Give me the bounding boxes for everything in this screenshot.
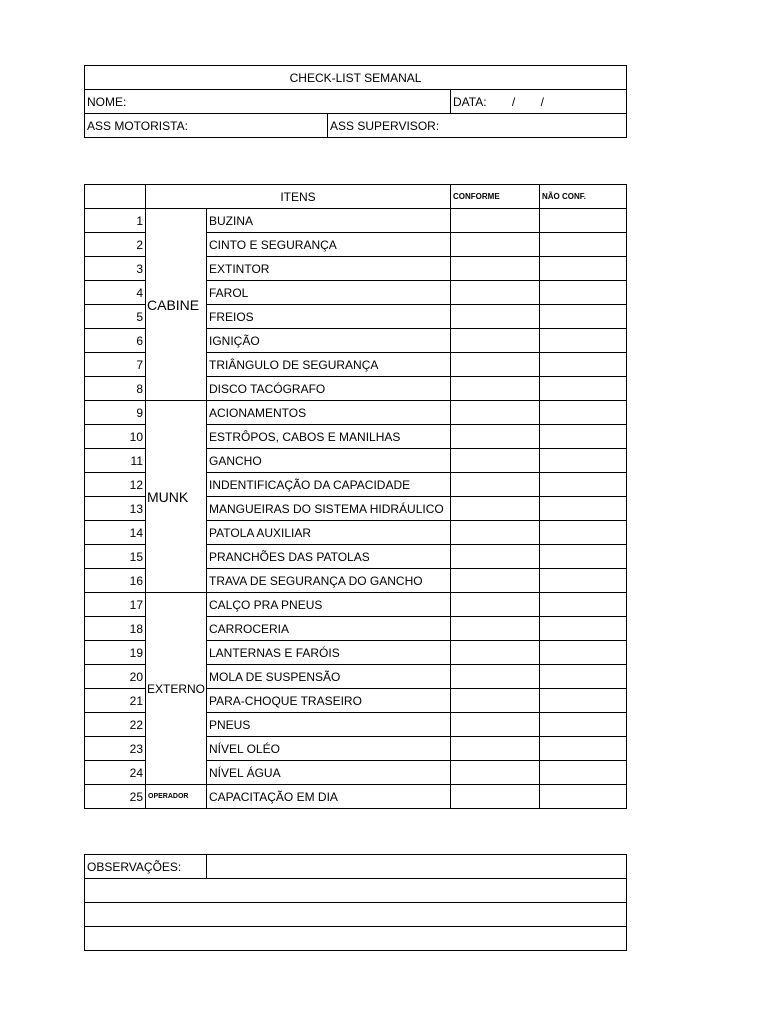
item-label: LANTERNAS E FARÓIS bbox=[207, 641, 451, 665]
item-number: 16 bbox=[85, 569, 146, 593]
observations-line-field[interactable] bbox=[85, 879, 627, 903]
item-number: 13 bbox=[85, 497, 146, 521]
conforme-checkbox-cell[interactable] bbox=[451, 209, 540, 233]
checklist-row bbox=[85, 401, 627, 425]
nao-conforme-checkbox-cell[interactable] bbox=[540, 329, 627, 353]
observations-line bbox=[85, 903, 627, 927]
nao-conforme-checkbox-cell[interactable] bbox=[540, 689, 627, 713]
conforme-checkbox-cell[interactable] bbox=[451, 305, 540, 329]
item-number: 6 bbox=[85, 329, 146, 353]
conforme-checkbox-cell[interactable] bbox=[451, 617, 540, 641]
conforme-checkbox-cell[interactable] bbox=[451, 425, 540, 449]
observations-header-row bbox=[85, 855, 627, 879]
item-number: 19 bbox=[85, 641, 146, 665]
nao-conforme-checkbox-cell[interactable] bbox=[540, 425, 627, 449]
nao-conforme-checkbox-cell[interactable] bbox=[540, 305, 627, 329]
item-label: IGNIÇÃO bbox=[207, 329, 451, 353]
item-label: CALÇO PRA PNEUS bbox=[207, 593, 451, 617]
nao-conforme-checkbox-cell[interactable] bbox=[540, 209, 627, 233]
conforme-checkbox-cell[interactable] bbox=[451, 329, 540, 353]
nao-conforme-checkbox-cell[interactable] bbox=[540, 521, 627, 545]
item-label: EXTINTOR bbox=[207, 257, 451, 281]
item-label: CARROCERIA bbox=[207, 617, 451, 641]
conforme-checkbox-cell[interactable] bbox=[451, 545, 540, 569]
conforme-checkbox-cell[interactable] bbox=[451, 497, 540, 521]
item-number: 23 bbox=[85, 737, 146, 761]
name-label: NOME: bbox=[87, 94, 127, 109]
conforme-checkbox-cell[interactable] bbox=[451, 665, 540, 689]
supervisor-signature-field[interactable] bbox=[328, 114, 627, 138]
nao-conforme-checkbox-cell[interactable] bbox=[540, 785, 627, 809]
checklist-header-row bbox=[85, 185, 627, 209]
item-label: INDENTIFICAÇÃO DA CAPACIDADE bbox=[207, 473, 451, 497]
item-label: ESTRÔPOS, CABOS E MANILHAS bbox=[207, 425, 451, 449]
nao-conforme-checkbox-cell[interactable] bbox=[540, 233, 627, 257]
group-label: CABINE bbox=[146, 209, 207, 401]
item-label: BUZINA bbox=[207, 209, 451, 233]
form-title: CHECK-LIST SEMANAL bbox=[85, 66, 627, 90]
conforme-checkbox-cell[interactable] bbox=[451, 689, 540, 713]
nao-conforme-checkbox-cell[interactable] bbox=[540, 713, 627, 737]
item-number: 20 bbox=[85, 665, 146, 689]
item-number: 21 bbox=[85, 689, 146, 713]
observations-label: OBSERVAÇÕES: bbox=[85, 855, 207, 879]
item-number: 11 bbox=[85, 449, 146, 473]
nao-conforme-checkbox-cell[interactable] bbox=[540, 545, 627, 569]
nao-conforme-checkbox-cell[interactable] bbox=[540, 281, 627, 305]
conforme-checkbox-cell[interactable] bbox=[451, 569, 540, 593]
nao-conforme-checkbox-cell[interactable] bbox=[540, 257, 627, 281]
item-number: 10 bbox=[85, 425, 146, 449]
item-number: 22 bbox=[85, 713, 146, 737]
item-number: 25 bbox=[85, 785, 146, 809]
item-number: 18 bbox=[85, 617, 146, 641]
item-number: 4 bbox=[85, 281, 146, 305]
item-number: 8 bbox=[85, 377, 146, 401]
item-label: MOLA DE SUSPENSÃO bbox=[207, 665, 451, 689]
item-label: TRAVA DE SEGURANÇA DO GANCHO bbox=[207, 569, 451, 593]
nao-conforme-header: NÃO CONF. bbox=[540, 185, 627, 209]
item-label: PNEUS bbox=[207, 713, 451, 737]
conforme-checkbox-cell[interactable] bbox=[451, 737, 540, 761]
observations-line bbox=[85, 927, 627, 951]
date-separator: / bbox=[540, 94, 544, 109]
nao-conforme-checkbox-cell[interactable] bbox=[540, 377, 627, 401]
nao-conforme-checkbox-cell[interactable] bbox=[540, 401, 627, 425]
item-label: PATOLA AUXILIAR bbox=[207, 521, 451, 545]
checklist-row bbox=[85, 785, 627, 809]
title-row bbox=[85, 66, 627, 90]
item-label: TRIÂNGULO DE SEGURANÇA bbox=[207, 353, 451, 377]
observations-line-field[interactable] bbox=[85, 903, 627, 927]
item-label: NÍVEL OLÉO bbox=[207, 737, 451, 761]
name-field[interactable] bbox=[85, 90, 451, 114]
observations-line bbox=[85, 879, 627, 903]
conforme-checkbox-cell[interactable] bbox=[451, 281, 540, 305]
checklist-row bbox=[85, 209, 627, 233]
signature-row bbox=[85, 114, 627, 138]
conforme-checkbox-cell[interactable] bbox=[451, 473, 540, 497]
driver-signature-field[interactable] bbox=[85, 114, 328, 138]
conforme-checkbox-cell[interactable] bbox=[451, 449, 540, 473]
item-number: 24 bbox=[85, 761, 146, 785]
observations-table bbox=[84, 854, 627, 951]
item-number: 15 bbox=[85, 545, 146, 569]
nao-conforme-checkbox-cell[interactable] bbox=[540, 449, 627, 473]
nao-conforme-checkbox-cell[interactable] bbox=[540, 665, 627, 689]
item-number: 14 bbox=[85, 521, 146, 545]
conforme-checkbox-cell[interactable] bbox=[451, 761, 540, 785]
conforme-header: CONFORME bbox=[451, 185, 540, 209]
item-label: FAROL bbox=[207, 281, 451, 305]
item-number: 5 bbox=[85, 305, 146, 329]
nao-conforme-checkbox-cell[interactable] bbox=[540, 641, 627, 665]
group-label: OPERADOR bbox=[146, 785, 207, 809]
checklist-body bbox=[85, 185, 627, 809]
items-header: ITENS bbox=[146, 185, 451, 209]
item-number: 3 bbox=[85, 257, 146, 281]
item-number: 12 bbox=[85, 473, 146, 497]
header-table bbox=[84, 65, 627, 138]
observations-field[interactable] bbox=[207, 855, 627, 879]
item-number: 17 bbox=[85, 593, 146, 617]
conforme-checkbox-cell[interactable] bbox=[451, 401, 540, 425]
item-label: CAPACITAÇÃO EM DIA bbox=[207, 785, 451, 809]
nao-conforme-checkbox-cell[interactable] bbox=[540, 617, 627, 641]
conforme-checkbox-cell[interactable] bbox=[451, 233, 540, 257]
driver-signature-label: ASS MOTORISTA: bbox=[87, 118, 188, 133]
nao-conforme-checkbox-cell[interactable] bbox=[540, 473, 627, 497]
item-label: PARA-CHOQUE TRASEIRO bbox=[207, 689, 451, 713]
item-number: 7 bbox=[85, 353, 146, 377]
observations-line-field[interactable] bbox=[85, 927, 627, 951]
item-number: 9 bbox=[85, 401, 146, 425]
conforme-checkbox-cell[interactable] bbox=[451, 353, 540, 377]
item-number: 2 bbox=[85, 233, 146, 257]
group-label: MUNK bbox=[146, 401, 207, 593]
date-field[interactable] bbox=[451, 90, 627, 114]
date-label: DATA: bbox=[453, 94, 487, 109]
conforme-checkbox-cell[interactable] bbox=[451, 377, 540, 401]
item-label: ACIONAMENTOS bbox=[207, 401, 451, 425]
supervisor-signature-label: ASS SUPERVISOR: bbox=[330, 118, 440, 133]
checklist-row bbox=[85, 593, 627, 617]
nao-conforme-checkbox-cell[interactable] bbox=[540, 761, 627, 785]
checklist-table bbox=[84, 184, 627, 809]
item-label: FREIOS bbox=[207, 305, 451, 329]
group-label: EXTERNO bbox=[146, 593, 207, 785]
conforme-checkbox-cell[interactable] bbox=[451, 257, 540, 281]
nao-conforme-checkbox-cell[interactable] bbox=[540, 737, 627, 761]
nao-conforme-checkbox-cell[interactable] bbox=[540, 569, 627, 593]
conforme-checkbox-cell[interactable] bbox=[451, 785, 540, 809]
conforme-checkbox-cell[interactable] bbox=[451, 713, 540, 737]
conforme-checkbox-cell[interactable] bbox=[451, 521, 540, 545]
nao-conforme-checkbox-cell[interactable] bbox=[540, 593, 627, 617]
name-date-row bbox=[85, 90, 627, 114]
date-separator: / bbox=[511, 94, 516, 109]
item-label: NÍVEL ÁGUA bbox=[207, 761, 451, 785]
conforme-checkbox-cell[interactable] bbox=[451, 641, 540, 665]
item-number: 1 bbox=[85, 209, 146, 233]
conforme-checkbox-cell[interactable] bbox=[451, 593, 540, 617]
nao-conforme-checkbox-cell[interactable] bbox=[540, 353, 627, 377]
nao-conforme-checkbox-cell[interactable] bbox=[540, 497, 627, 521]
item-label: GANCHO bbox=[207, 449, 451, 473]
num-header-cell bbox=[85, 185, 146, 209]
item-label: DISCO TACÓGRAFO bbox=[207, 377, 451, 401]
item-label: CINTO E SEGURANÇA bbox=[207, 233, 451, 257]
item-label: PRANCHÕES DAS PATOLAS bbox=[207, 545, 451, 569]
item-label: MANGUEIRAS DO SISTEMA HIDRÁULICO bbox=[207, 497, 451, 521]
